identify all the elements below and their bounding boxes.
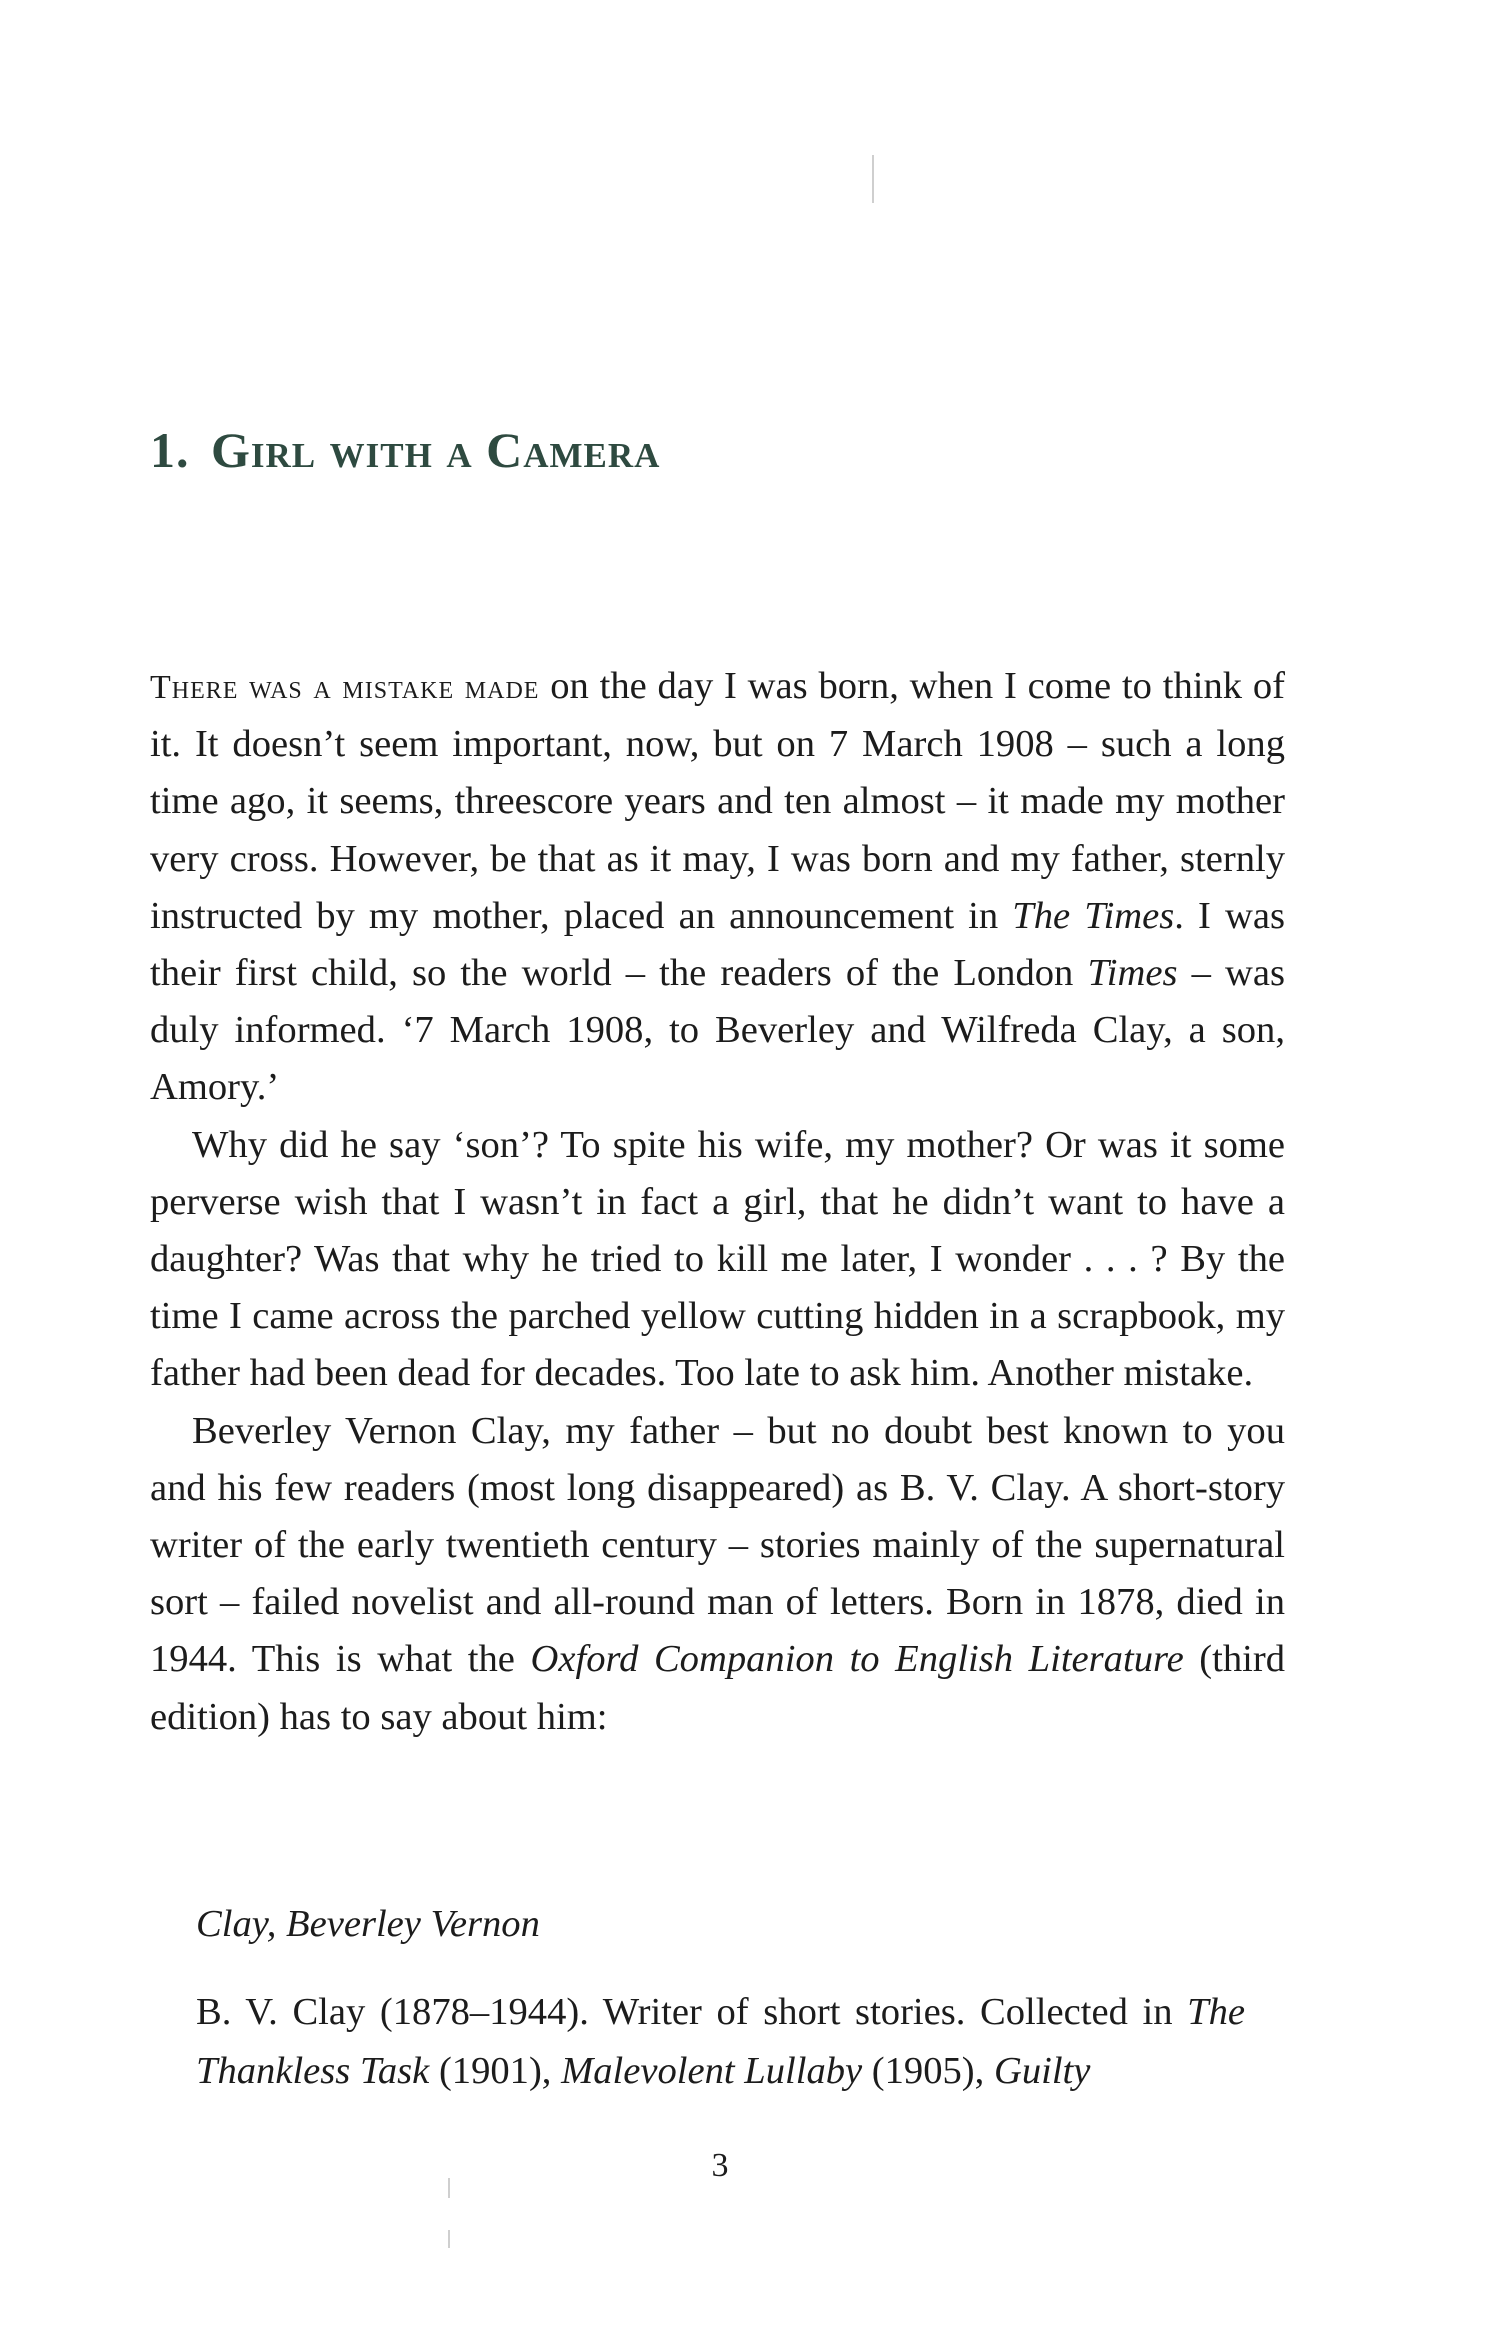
text-run: Why did he say ‘son’? To spite his wife, my mother? Or was it some perverse wish that I wasn’t in fact a girl, that he didn’t want to have a daughter? Was that why he tried to kill me later, I wonder . . . ? By the time I came across the parched yellow cutting hidden in a scrapbook, my father had been dead for decades. Too late to ask him. Another mistake. [150, 1123, 1285, 1395]
paragraph [150, 1117, 1285, 1403]
text-run: (1905), [862, 2050, 994, 2092]
chapter-title-text: Girl with a Camera [211, 422, 661, 478]
chapter-title [150, 420, 660, 480]
italic-text: Times [1087, 952, 1178, 995]
paragraph [150, 1403, 1285, 1746]
scan-mark [872, 155, 874, 203]
text-run: Beverley Vernon Clay, my father – but no doubt best known to you and his few readers (most long disappeared) as B. V. Clay. A short-story writer of the early twentieth century – stories mainly of the supernatural sort – failed novelist and all-round man of letters. Born in 1878, died in 1944. This is what the [150, 1409, 1285, 1681]
italic-text: Oxford Companion to English Literature [530, 1638, 1184, 1681]
body-text [150, 658, 1285, 1746]
page-number: 3 [711, 2147, 729, 2184]
scan-mark [448, 2178, 450, 2198]
italic-text: Malevolent Lullaby [561, 2050, 863, 2092]
text-run: (third edition) has to say about him: [150, 1638, 1285, 1738]
text-run: – was duly informed. ‘7 March 1908, to Beverley and Wilfreda Clay, a son, Amory.’ [150, 952, 1285, 1109]
scan-mark [448, 2230, 450, 2248]
text-run: . I was their first child, so the world – the readers of the London [150, 894, 1285, 995]
text-run: (1901), [429, 2050, 562, 2092]
italic-text: Guilty [993, 2050, 1091, 2092]
opening-words: There was a mistake made [150, 669, 540, 706]
paragraph [150, 658, 1285, 1117]
text-run: B. V. Clay (1878–1944). Writer of short stories. Collected in [196, 1991, 1188, 2033]
text-run: on the day I was born, when I come to think of it. It doesn’t seem important, now, but on 7 March 1908 – such a long time ago, it seems, threescore years and ten almost – it made my mother very cross. However, be that as it may, I was born and my father, sternly instructed by my mother, placed an announcement in [150, 665, 1285, 937]
quote-heading: Clay, Beverley Vernon [196, 1903, 540, 1945]
italic-text: The Times [1012, 894, 1175, 937]
chapter-number: 1. [150, 422, 190, 478]
italic-text: The Thankless Task [196, 1991, 1245, 2092]
quote-body [196, 1983, 1245, 2101]
